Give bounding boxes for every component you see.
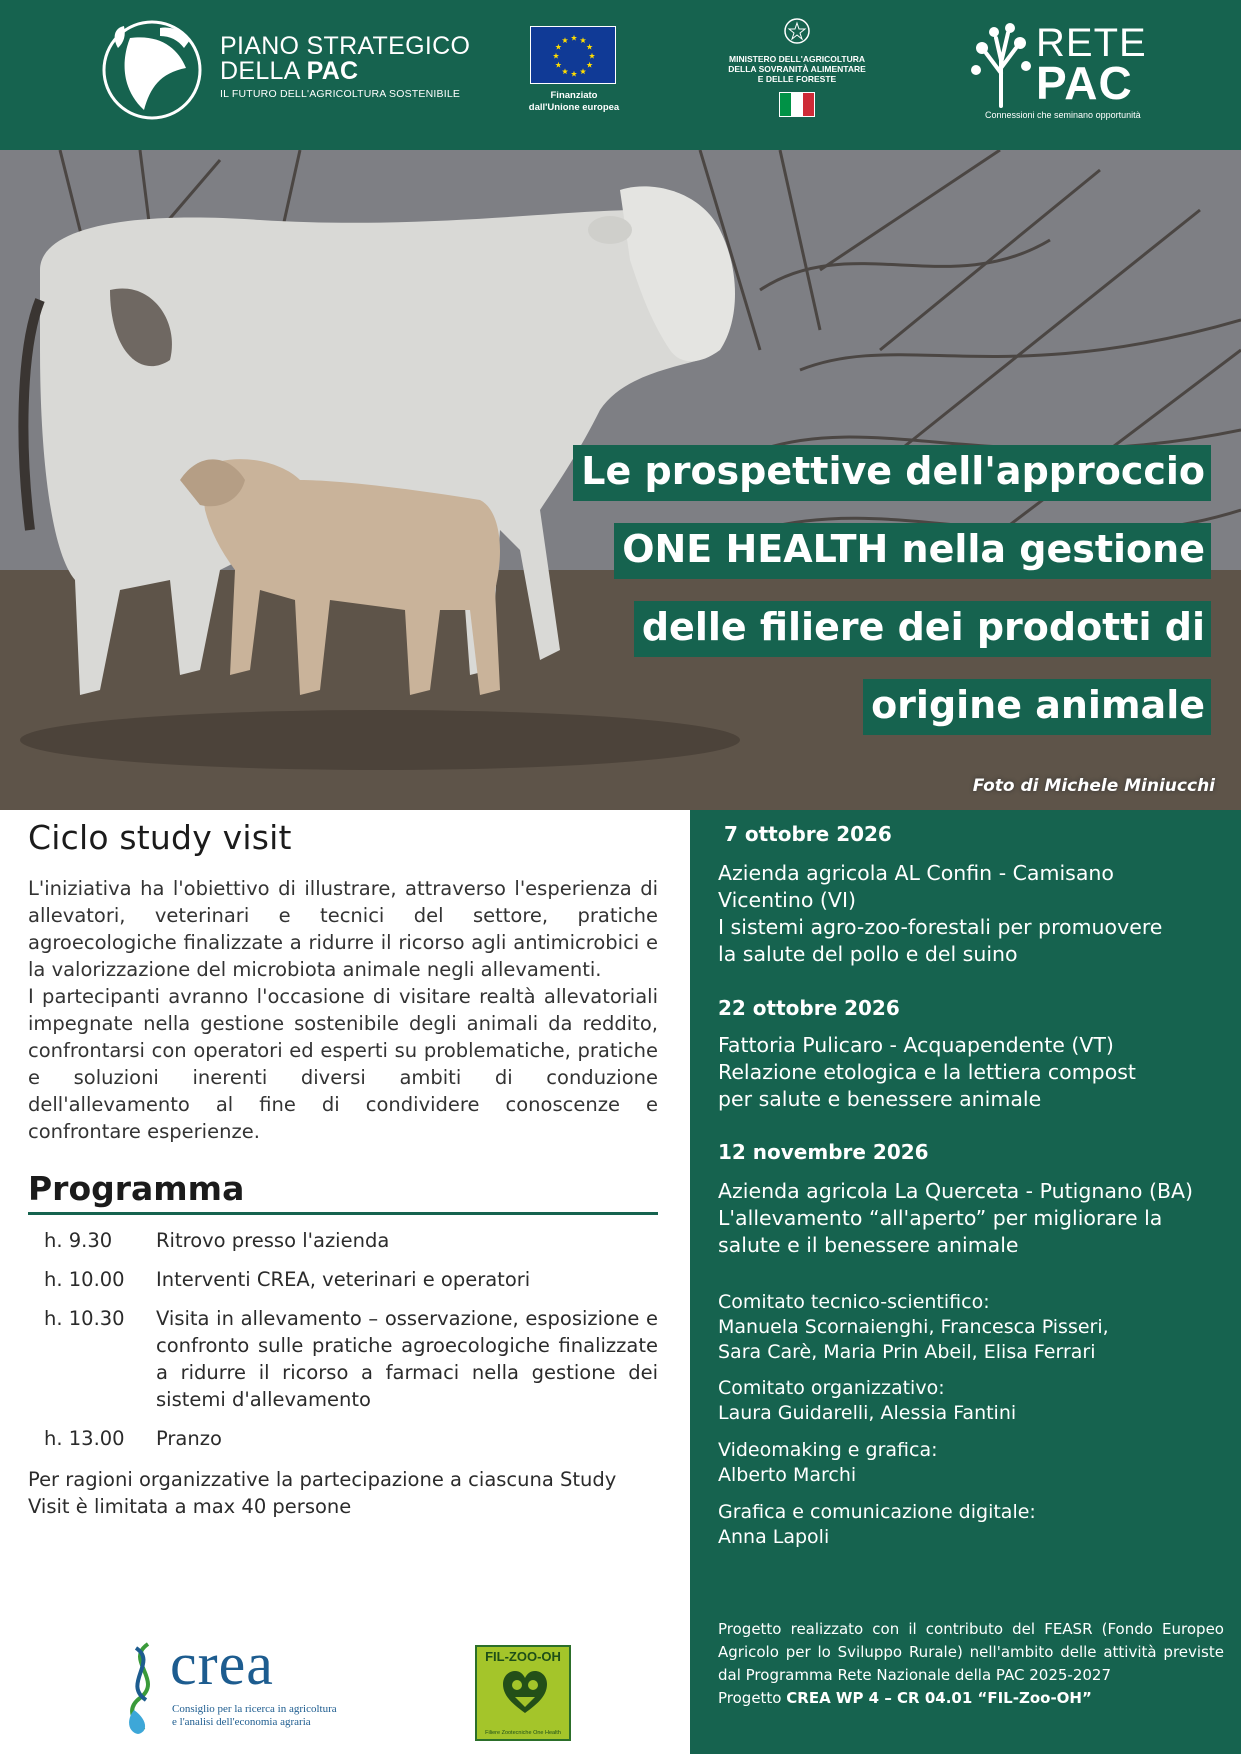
eu-flag-icon (530, 26, 616, 84)
event-2-body (718, 1032, 1136, 1113)
pac-cow-globe-logo (100, 18, 212, 122)
eu-star-icon (580, 37, 586, 43)
event-line: L'allevamento “all'aperto” per migliorare la (718, 1206, 1163, 1230)
committee-names: Sara Carè, Maria Prin Abeil, Elisa Ferrari (718, 1341, 1096, 1363)
fil-zoo-oh-logo (475, 1645, 571, 1741)
eu-star-icon (580, 68, 586, 74)
pac-line-2 (220, 59, 470, 84)
eu-star-icon (587, 44, 593, 50)
pac-line-1: PIANO STRATEGICO (220, 32, 471, 60)
committee-role: Grafica e comunicazione digitale: (718, 1501, 1036, 1523)
title-line-1: Le prospettive dell'approccio (573, 445, 1211, 501)
heart-animals-icon (501, 1669, 549, 1717)
project-code: CREA WP 4 – CR 04.01 “FIL-Zoo-OH” (786, 1689, 1092, 1707)
committee-role: Comitato tecnico-scientifico: (718, 1291, 990, 1313)
ministry-line-1: MINISTERO DELL'AGRICOLTURA (729, 54, 865, 64)
eu-star-icon (587, 62, 593, 68)
right-column (690, 810, 1241, 1754)
committee-scientific (718, 1290, 1109, 1365)
committee-names: Laura Guidarelli, Alessia Fantini (718, 1402, 1017, 1424)
program-description: Interventi CREA, veterinari e operatori (156, 1268, 531, 1291)
program-title: Programma (28, 1169, 658, 1215)
event-line: salute e il benessere animale (718, 1233, 1019, 1257)
pac-tagline: IL FUTURO DELL'AGRICOLTURA SOSTENIBILE (220, 88, 461, 100)
title-line-4: origine animale (863, 679, 1211, 735)
program-time: h. 9.30 (44, 1229, 113, 1252)
crea-subtitle-line-1: Consiglio per la ricerca in agricoltura (172, 1703, 337, 1715)
pac-word: PAC (1036, 57, 1133, 109)
event-line: Fattoria Pulicaro - Acquapendente (VT) (718, 1033, 1114, 1057)
program-time: h. 10.30 (44, 1307, 125, 1330)
event-date: 12 novembre 2026 (718, 1140, 929, 1164)
pac-wordmark (220, 34, 470, 100)
eu-star-icon (555, 44, 561, 50)
event-line: per salute e benessere animale (718, 1087, 1042, 1111)
program-description: Ritrovo presso l'azienda (156, 1229, 390, 1252)
header-banner (0, 0, 1241, 150)
intro-text (28, 875, 658, 1145)
committee-role: Comitato organizzativo: (718, 1377, 945, 1399)
eu-star-icon (562, 37, 568, 43)
event-line: Vicentino (VI) (718, 888, 856, 912)
program-time: h. 13.00 (44, 1427, 125, 1450)
committee-role: Videomaking e grafica: (718, 1439, 938, 1461)
rete-pac-wordmark (1036, 21, 1147, 109)
event-date: 22 ottobre 2026 (718, 996, 900, 1020)
pac-line-2-bold: PAC (306, 57, 359, 85)
eu-star-icon (571, 71, 577, 77)
eu-funding-caption (510, 90, 638, 114)
event-date: 7 ottobre 2026 (724, 822, 892, 846)
event-1-body (718, 860, 1162, 968)
committee-names: Manuela Scornaienghi, Francesca Pisseri, (718, 1316, 1109, 1338)
title-line-2: ONE HEALTH nella gestione (614, 523, 1211, 579)
fil-zoo-oh-title: FIL-ZOO-OH (485, 1649, 561, 1664)
event-title-block (573, 445, 1211, 757)
event-3-body (718, 1178, 1193, 1259)
committee-digital (718, 1500, 1036, 1550)
event-line: Azienda agricola La Querceta - Putignano (BA) (718, 1179, 1194, 1203)
funding-footer-note (718, 1618, 1224, 1710)
eu-caption-line-2: dall'Unione europea (528, 101, 620, 113)
photo-credit: Foto di Michele Miniucchi (972, 776, 1215, 796)
committee-video (718, 1438, 938, 1488)
crea-subtitle-line-2: e l'analisi dell'economia agraria (172, 1716, 311, 1728)
eu-star-icon (553, 53, 559, 59)
program-time: h. 10.00 (44, 1268, 125, 1291)
committee-organizing (718, 1376, 1016, 1426)
italian-emblem-icon (782, 16, 812, 46)
eu-caption-line-1: Finanziato (550, 90, 598, 101)
crea-subtitle (172, 1703, 337, 1729)
left-column (28, 810, 658, 1520)
program-item (28, 1266, 658, 1293)
event-line: Relazione etologica e la lettiera compost (718, 1060, 1136, 1084)
title-line-3: delle filiere dei prodotti di (634, 601, 1211, 657)
eu-star-icon (571, 35, 577, 41)
intro-paragraph-1: L'iniziativa ha l'obiettivo di illustrare, attraverso l'esperienza di allevatori, veterinari e tecnici del settore, pratiche agroecologiche finalizzate a ridurre il ricorso agli antimicrobici e la valorizzazione del microbiota animale negli allevamenti. (28, 877, 658, 981)
intro-paragraph-2: I partecipanti avranno l'occasione di visitare realtà allevatoriali impegnate nella gestione sostenibile degli animali da reddito, confrontarsi con operatori ed esperti su problematiche, pratiche e soluzioni inerenti diversi ambiti di conduzione dell'allevamento al fine di condividere conoscenze e confrontare esperienze. (28, 985, 658, 1143)
eu-star-icon (589, 53, 595, 59)
committee-names: Anna Lapoli (718, 1526, 830, 1548)
ministry-line-2: DELLA SOVRANITÀ ALIMENTARE (728, 64, 866, 75)
crea-wordmark: crea (170, 1631, 274, 1697)
program-item (28, 1305, 658, 1413)
italian-flag-icon (779, 92, 815, 117)
hero-photo (0, 150, 1241, 810)
program-item (28, 1425, 658, 1452)
program-description: Visita in allevamento – osservazione, esposizione e confronto sulle pratiche agroecologiche finalizzate a ridurre il ricorso a farmaci nella gestione dei sistemi d'allevamento (156, 1307, 658, 1411)
event-line: la salute del pollo e del suino (718, 942, 1018, 966)
rete-pac-tree-icon (968, 18, 1034, 108)
rete-word: RETE (1036, 21, 1147, 65)
ministry-name (706, 54, 888, 85)
program-list (28, 1227, 658, 1452)
eu-star-icon (562, 68, 568, 74)
program-item (28, 1227, 658, 1254)
pac-line-2-prefix: DELLA (220, 57, 307, 85)
eu-star-icon (555, 62, 561, 68)
rete-pac-tagline: Connessioni che seminano opportunità (985, 110, 1141, 120)
fil-zoo-oh-subtitle: Filiere Zootecniche One Health (485, 1730, 561, 1736)
participation-limit-note: Per ragioni organizzative la partecipazione a ciascuna Study Visit è limitata a max 40 persone (28, 1468, 617, 1518)
funding-text: Progetto realizzato con il contributo del FEASR (Fondo Europeo Agricolo per lo Sviluppo Rurale) nell'ambito delle attività previste dal Programma Rete Nazionale della PAC 2025-2027 (718, 1620, 1224, 1684)
project-prefix: Progetto (718, 1689, 787, 1707)
crea-dna-icon (118, 1640, 170, 1740)
ministry-line-3: E DELLE FORESTE (757, 74, 837, 85)
event-1 (724, 822, 892, 846)
program-description: Pranzo (156, 1427, 222, 1450)
section-title: Ciclo study visit (28, 818, 292, 857)
event-line: I sistemi agro-zoo-forestali per promuovere (718, 915, 1163, 939)
committee-names: Alberto Marchi (718, 1464, 857, 1486)
event-line: Azienda agricola AL Confin - Camisano (718, 861, 1114, 885)
